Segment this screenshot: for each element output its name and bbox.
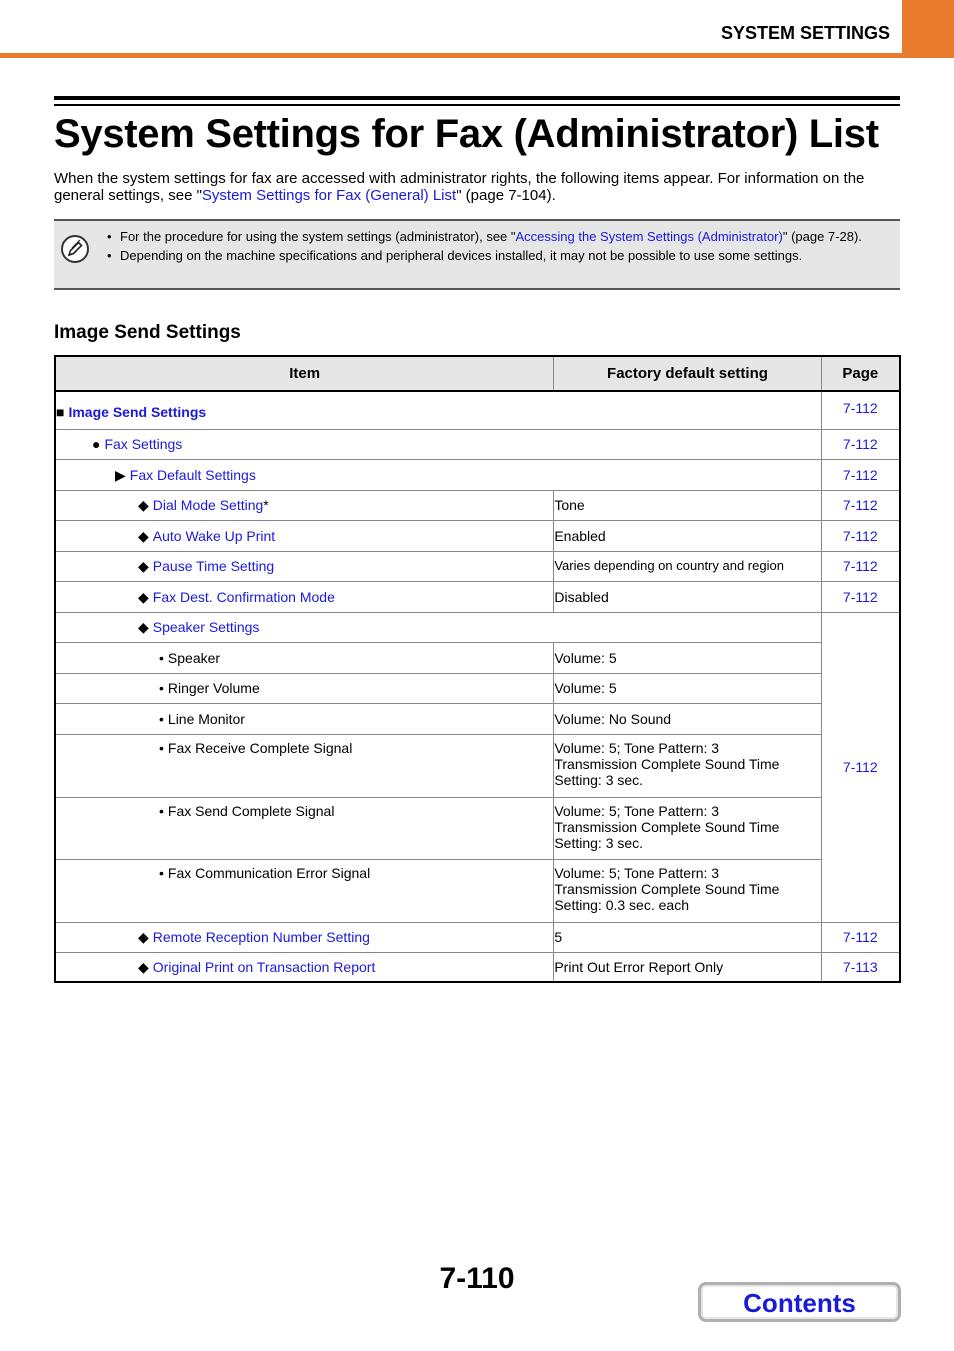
table-row	[55, 391, 900, 429]
item-label: Fax Send Complete Signal	[167, 802, 335, 819]
default-value: Volume: 5; Tone Pattern: 3 Transmission Complete Sound Time Setting: 0.3 sec. each	[554, 859, 821, 922]
link-original-print-transaction-report[interactable]: Original Print on Transaction Report	[152, 958, 376, 975]
table-row: ◆ Dial Mode Setting* Tone 7-112	[55, 490, 900, 520]
diamond-bullet-icon: ◆	[138, 619, 149, 635]
table-row	[55, 520, 900, 551]
column-header-default: Factory default setting	[554, 356, 821, 391]
link-fax-dest-confirmation-mode[interactable]: Fax Dest. Confirmation Mode	[152, 588, 335, 605]
title-rule-thick	[54, 96, 900, 100]
table-header-row	[55, 356, 900, 391]
link-image-send-settings[interactable]: Image Send Settings	[68, 404, 207, 421]
header-accent-tab	[902, 0, 954, 58]
table-row	[55, 922, 900, 952]
note-item: • For the procedure for using the system settings (administrator), see "Accessing the System Settings (Administrator)" (page 7-28).	[107, 229, 862, 244]
intro-paragraph: When the system settings for fax are accessed with administrator rights, the following items appear. For information on the general settings, see "System Settings for Fax (General) List" (page 7-104).	[54, 170, 865, 204]
table-row: • Ringer Volume Volume: 5	[55, 673, 900, 703]
page-header	[0, 0, 954, 58]
item-label: Ringer Volume	[167, 680, 260, 696]
page-link[interactable]: 7-112	[842, 400, 878, 416]
link-remote-reception-number[interactable]: Remote Reception Number Setting	[152, 929, 370, 945]
default-value: Print Out Error Report Only	[554, 952, 821, 982]
pencil-icon	[60, 234, 90, 264]
link-fax-general-list[interactable]: System Settings for Fax (General) List	[201, 187, 457, 204]
table-row	[55, 551, 900, 581]
page-link[interactable]: 7-113	[842, 958, 878, 975]
column-header-item: Item	[55, 356, 554, 391]
page-link[interactable]: 7-112	[842, 527, 878, 544]
table-row	[55, 581, 900, 612]
default-value: Tone	[554, 490, 821, 520]
page-link[interactable]: 7-112	[842, 497, 878, 513]
column-header-page: Page	[821, 356, 900, 391]
default-value: 5	[554, 922, 821, 952]
item-label: Speaker	[167, 649, 221, 666]
table-row: • Fax Receive Complete Signal Volume: 5; Tone Pattern: 3 Transmission Complete Sound Time Setting: 3 sec.	[55, 734, 900, 797]
header-accent-line	[0, 53, 954, 58]
default-value: Varies depending on country and region	[554, 551, 821, 581]
page-title: System Settings for Fax (Administrator) List	[54, 112, 879, 156]
table-row	[55, 459, 900, 490]
table-row: • Line Monitor Volume: No Sound	[55, 703, 900, 734]
diamond-bullet-icon: ◆	[138, 588, 149, 605]
default-value: Disabled	[554, 581, 821, 612]
page-link[interactable]: 7-112	[842, 929, 878, 945]
page-link[interactable]: 7-112	[842, 588, 878, 605]
page-link[interactable]: 7-112	[842, 436, 878, 452]
diamond-bullet-icon: ◆	[138, 929, 149, 945]
link-fax-settings[interactable]: Fax Settings	[104, 436, 183, 452]
default-value: Volume: 5	[554, 642, 821, 673]
default-value: Volume: 5; Tone Pattern: 3 Transmission Complete Sound Time Setting: 3 sec.	[554, 797, 821, 859]
note-list	[104, 229, 884, 266]
item-label: Line Monitor	[167, 710, 245, 727]
note-box	[54, 219, 900, 290]
section-title: SYSTEM SETTINGS	[720, 23, 890, 43]
default-value: Volume: 5	[554, 673, 821, 703]
table-row	[55, 429, 900, 459]
link-pause-time-setting[interactable]: Pause Time Setting	[152, 558, 275, 574]
diamond-bullet-icon: ◆	[138, 527, 149, 544]
link-auto-wake-up-print[interactable]: Auto Wake Up Print	[152, 527, 276, 544]
item-label: Fax Receive Complete Signal	[167, 739, 353, 756]
circle-bullet-icon: ●	[92, 436, 101, 452]
settings-table	[54, 355, 901, 983]
diamond-bullet-icon: ◆	[138, 497, 149, 513]
contents-button[interactable]: Contents	[698, 1282, 901, 1322]
default-value: Volume: 5; Tone Pattern: 3 Transmission Complete Sound Time Setting: 3 sec.	[554, 734, 821, 797]
page-link[interactable]: 7-112	[842, 558, 878, 574]
link-speaker-settings[interactable]: Speaker Settings	[152, 619, 260, 635]
page-link[interactable]: 7-112	[842, 759, 878, 775]
table-row: • Speaker Volume: 5	[55, 642, 900, 673]
link-fax-default-settings[interactable]: Fax Default Settings	[129, 466, 256, 483]
section-heading: Image Send Settings	[54, 322, 241, 343]
note-item: • Depending on the machine specifications and peripheral devices installed, it may not be possible to use some settings.	[107, 247, 803, 263]
link-accessing-system-settings[interactable]: Accessing the System Settings (Administrator)	[515, 229, 783, 244]
triangle-bullet-icon: ▶	[115, 466, 126, 483]
page-link[interactable]: 7-112	[842, 466, 878, 483]
table-row	[55, 952, 900, 982]
table-row: • Fax Send Complete Signal Volume: 5; Tone Pattern: 3 Transmission Complete Sound Time Setting: 3 sec.	[55, 797, 900, 859]
table-row	[55, 612, 900, 642]
table-row: • Fax Communication Error Signal Volume: 5; Tone Pattern: 3 Transmission Complete Sound Time Setting: 0.3 sec. each	[55, 859, 900, 922]
diamond-bullet-icon: ◆	[138, 958, 149, 975]
page-number: 7-110	[439, 1262, 515, 1295]
default-value: Volume: No Sound	[554, 703, 821, 734]
link-dial-mode-setting[interactable]: Dial Mode Setting	[152, 497, 264, 513]
square-bullet-icon: ■	[56, 404, 65, 421]
diamond-bullet-icon: ◆	[138, 558, 149, 574]
title-rule-thin	[54, 104, 900, 106]
item-label: Fax Communication Error Signal	[167, 864, 371, 881]
default-value: Enabled	[554, 520, 821, 551]
